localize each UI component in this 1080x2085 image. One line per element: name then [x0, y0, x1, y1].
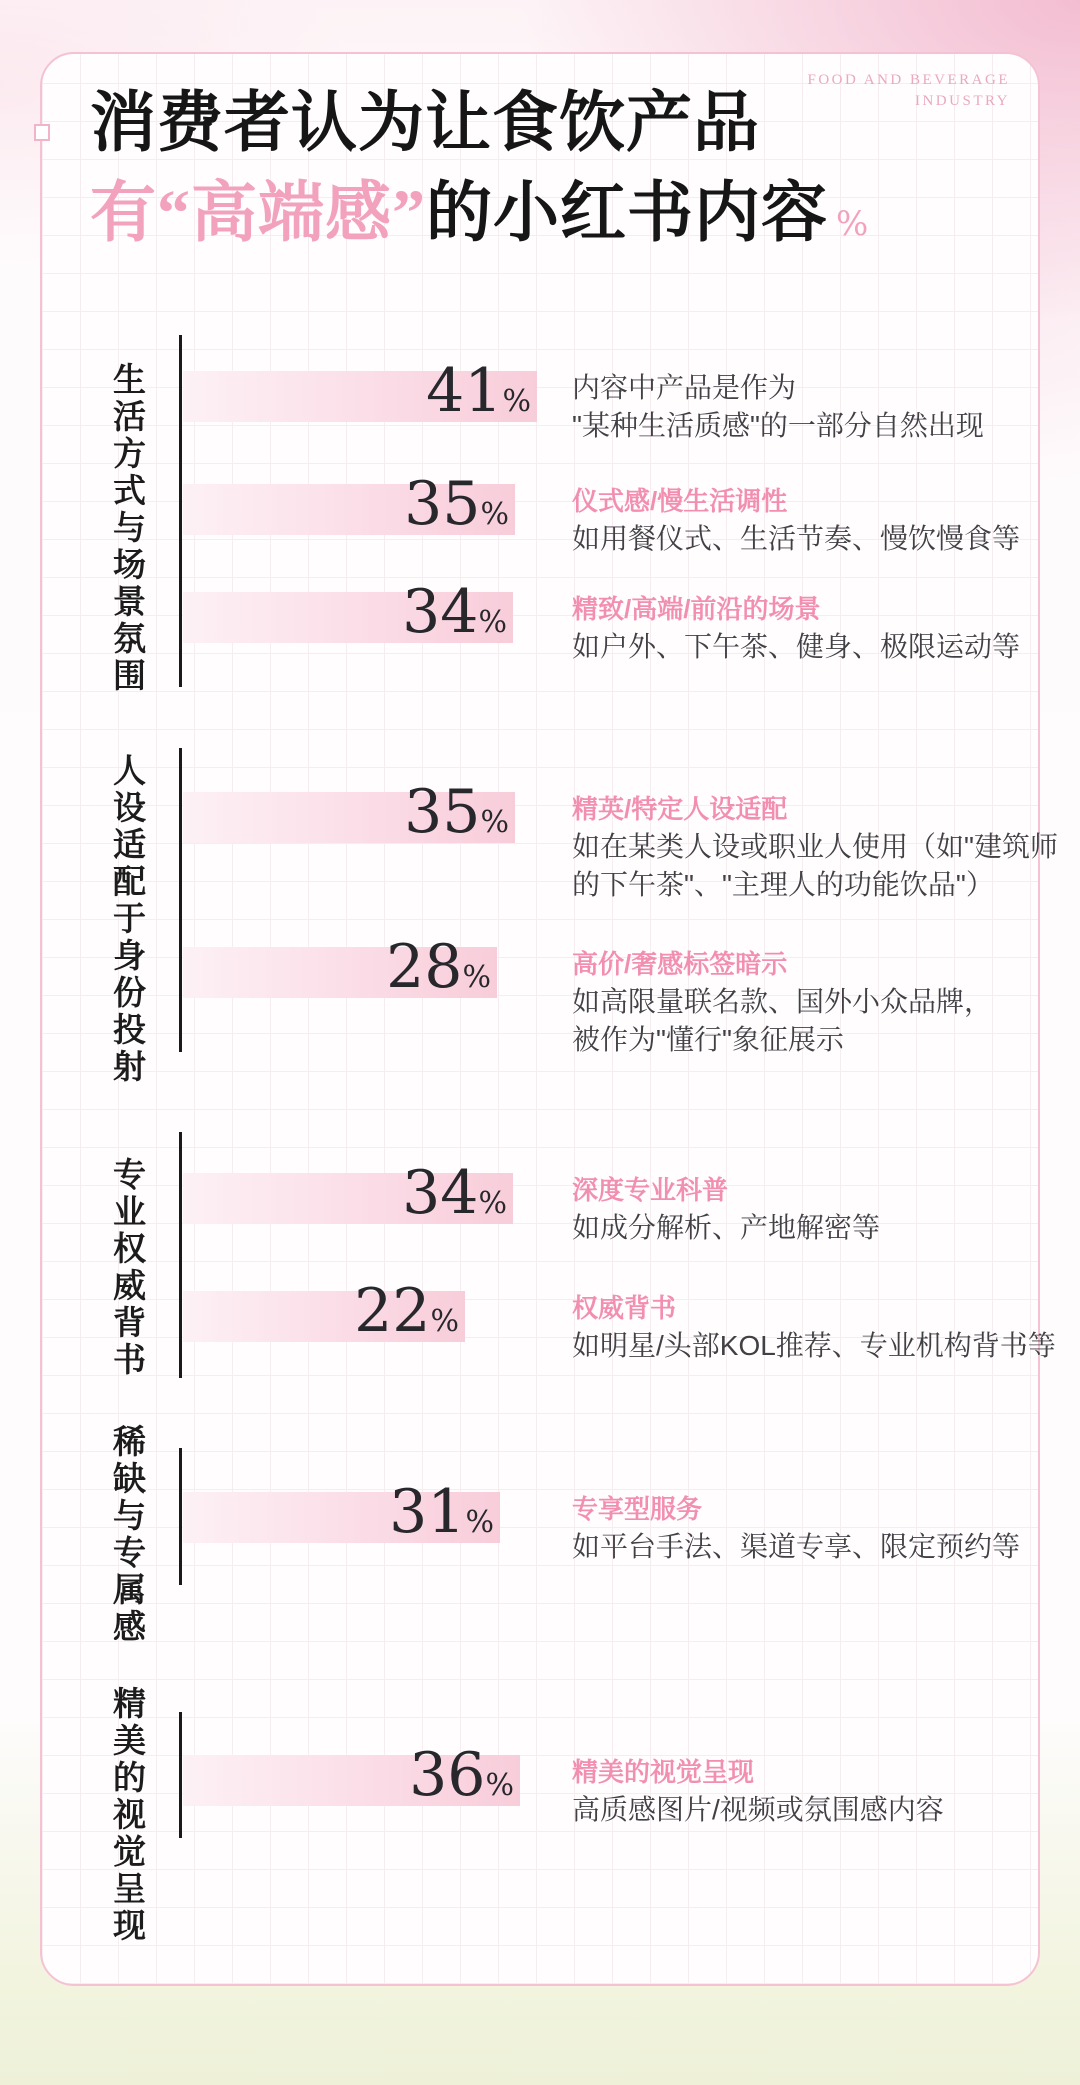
section-axis-line — [179, 1712, 182, 1838]
page-title-line2 — [90, 176, 869, 262]
title-unit: % — [836, 204, 870, 244]
section-axis-line — [179, 335, 182, 687]
bar-label: 高价/奢感标签暗示 — [572, 949, 788, 979]
bar — [183, 777, 515, 847]
bar-value: 28% — [386, 932, 491, 1002]
section-axis-line — [179, 748, 182, 1052]
bar-desc: 的下午茶"、"主理人的功能饮品"） — [572, 869, 994, 900]
bar-label: 专享型服务 — [572, 1494, 703, 1524]
bar-desc: 如用餐仪式、生活节奏、慢饮慢食等 — [572, 523, 1021, 554]
bar-value: 31% — [389, 1477, 494, 1547]
bar-label: 精美的视觉呈现 — [572, 1757, 755, 1787]
bar-value: 36% — [409, 1740, 514, 1810]
bar-value: 22% — [354, 1276, 459, 1346]
bar-desc: 被作为"懂行"象征展示 — [572, 1024, 844, 1055]
bar-value: 41% — [426, 356, 531, 426]
bar — [183, 577, 513, 647]
category-label: 生活方式与场景氛围 — [109, 362, 146, 695]
bar-label: 权威背书 — [572, 1293, 677, 1323]
bar-desc: 如户外、下午茶、健身、极限运动等 — [572, 631, 1021, 662]
bar-value: 34% — [402, 1158, 507, 1228]
bar-text — [572, 369, 984, 445]
bar — [183, 1477, 500, 1547]
category-label: 精美的视觉呈现 — [109, 1686, 146, 1945]
page-title-line1: 消费者认为让食饮产品 — [90, 87, 760, 160]
bar-text — [572, 1490, 1020, 1566]
title-rest: 的小红书内容 — [426, 177, 828, 250]
bar — [183, 1158, 513, 1228]
bar-label: 精英/特定人设适配 — [572, 794, 788, 824]
eyebrow-line2: INDUSTRY — [914, 93, 1010, 109]
bar — [183, 932, 497, 1002]
category-label: 专业权威背书 — [109, 1157, 146, 1379]
bar-desc: 如平台手法、渠道专享、限定预约等 — [572, 1531, 1021, 1562]
bar-desc: 高质感图片/视频或氛围感内容 — [572, 1794, 944, 1825]
bar-text — [572, 590, 1020, 666]
bar — [183, 1276, 465, 1346]
category-label: 人设适配于身份投射 — [109, 753, 146, 1086]
bar-desc: 如明星/头部KOL推荐、专业机构背书等 — [572, 1330, 1056, 1361]
bar-desc: 如在某类人设或职业人使用（如"建筑师 — [572, 831, 1058, 862]
bar-value: 34% — [402, 577, 507, 647]
bar-desc: 内容中产品是作为 — [572, 372, 797, 403]
bar-label: 精致/高端/前沿的场景 — [572, 594, 821, 624]
bar-label: 深度专业科普 — [572, 1175, 729, 1205]
bar-text — [572, 482, 1020, 558]
bar-value: 35% — [404, 469, 509, 539]
bar-desc: "某种生活质感"的一部分自然出现 — [572, 410, 984, 441]
bar-label: 仪式感/慢生活调性 — [572, 486, 788, 516]
bar — [183, 356, 537, 426]
bar-value: 35% — [404, 777, 509, 847]
bar — [183, 469, 515, 539]
section-axis-line — [179, 1448, 182, 1585]
bar — [183, 1740, 520, 1810]
section-axis-line — [179, 1132, 182, 1378]
bar-desc: 如高限量联名款、国外小众品牌， — [572, 986, 993, 1017]
category-label: 稀缺与专属感 — [109, 1424, 146, 1646]
industry-eyebrow — [807, 70, 1010, 112]
bar-desc: 如成分解析、产地解密等 — [572, 1212, 881, 1243]
bar-text — [572, 790, 1058, 904]
title-highlight: 有“高端感” — [90, 177, 426, 250]
bar-text — [572, 1753, 944, 1829]
eyebrow-line1: FOOD AND BEVERAGE — [807, 72, 1010, 88]
decorative-square-icon — [34, 124, 50, 141]
bar-text — [572, 1289, 1056, 1365]
bar-text — [572, 1171, 880, 1247]
bar-text — [572, 945, 992, 1059]
